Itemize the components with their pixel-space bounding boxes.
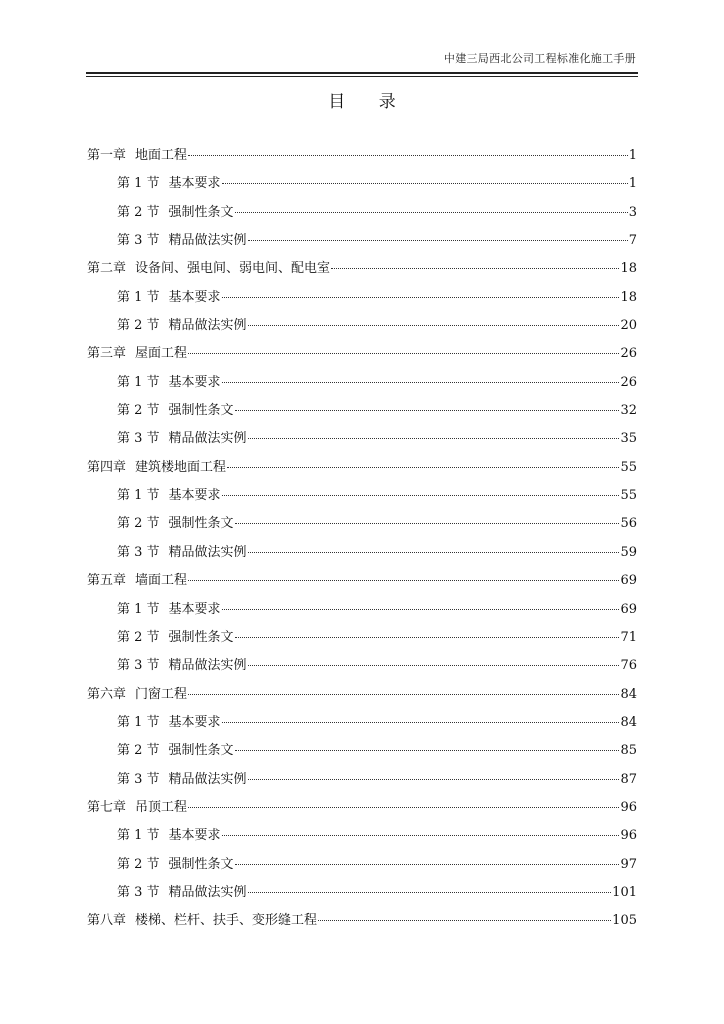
toc-page-number: 59 [620,544,637,560]
toc-entry-number: 第一章 [87,148,127,163]
toc-page-number: 7 [628,233,637,249]
toc-section-entry[interactable] [87,201,637,229]
toc-page-number: 101 [612,884,637,900]
toc-page-number: 18 [620,289,637,305]
toc-entry-label [87,144,187,163]
toc-entry-title: 基本要求 [168,714,221,730]
toc-dot-leader [248,779,620,780]
toc-page-number: 85 [620,743,637,759]
toc-entry-label [117,201,234,220]
toc-entry-number: 第 2 节 [117,743,160,759]
toc-entry-number: 第 3 节 [117,658,160,674]
running-title: 中建三局西北公司工程标准化施工手册 [443,52,636,65]
toc-section-entry[interactable] [87,824,637,852]
toc-section-entry[interactable] [87,626,637,654]
toc-page-number: 69 [620,601,637,617]
toc-dot-leader [248,240,628,241]
toc-dot-leader [222,382,620,383]
toc-entry-number: 第七章 [87,799,127,815]
toc-entry-label [87,456,226,475]
header-rule-thick [86,72,638,74]
toc-dot-leader [227,467,619,468]
toc-page-number: 71 [620,629,637,645]
toc-entry-number: 第 1 节 [117,714,160,730]
toc-dot-leader [188,155,628,156]
toc-entry-title: 精品做法实例 [168,544,247,560]
toc-section-entry[interactable] [87,768,637,796]
toc-chapter-entry[interactable] [87,257,637,285]
toc-entry-label [117,399,234,418]
toc-entry-number: 第 1 节 [117,488,160,504]
toc-chapter-entry[interactable] [87,342,637,370]
toc-page-number: 1 [628,148,637,163]
toc-dot-leader [235,212,628,213]
toc-dot-leader [188,694,619,695]
toc-section-entry[interactable] [87,229,637,257]
toc-section-entry[interactable] [87,172,637,200]
toc-entry-number: 第 2 节 [117,204,160,220]
toc-entry-label [117,853,234,872]
toc-entry-title: 楼梯、栏杆、扶手、变形缝工程 [135,913,318,929]
toc-entry-number: 第 3 节 [117,771,160,787]
toc-dot-leader [188,580,619,581]
toc-dot-leader [248,552,620,553]
toc-entry-title: 强制性条文 [168,629,234,645]
toc-entry-number: 第 1 节 [117,176,160,192]
toc-entry-title: 精品做法实例 [168,771,247,787]
toc-entry-title: 基本要求 [168,289,221,305]
toc-entry-number: 第八章 [87,913,127,929]
toc-entry-label [117,541,247,560]
toc-entry-number: 第 3 节 [117,544,160,560]
toc-entry-label [87,796,187,815]
toc-page-number: 55 [620,488,637,504]
toc-section-entry[interactable] [87,512,637,540]
toc-entry-label [117,286,221,305]
toc-chapter-entry[interactable] [87,569,637,597]
toc-entry-title: 强制性条文 [168,743,234,759]
toc-section-entry[interactable] [87,286,637,314]
toc-entry-number: 第 2 节 [117,516,160,532]
toc-section-entry[interactable] [87,711,637,739]
toc-entry-number: 第 3 节 [117,884,160,900]
toc-dot-leader [248,438,620,439]
toc-dot-leader [222,495,620,496]
toc-page-number: 55 [620,459,637,475]
toc-dot-leader [222,722,620,723]
toc-chapter-entry[interactable] [87,456,637,484]
toc-section-entry[interactable] [87,881,637,909]
toc-entry-title: 精品做法实例 [168,318,247,334]
toc-page-number: 69 [620,573,637,589]
toc-section-entry[interactable] [87,654,637,682]
toc-entry-title: 墙面工程 [135,573,188,589]
toc-entry-title: 建筑楼地面工程 [135,459,227,475]
toc-entry-title: 精品做法实例 [168,658,247,674]
toc-dot-leader [248,665,620,666]
toc-page-number: 3 [628,204,637,220]
toc-section-entry[interactable] [87,314,637,342]
toc-entry-label [117,172,221,191]
toc-entry-number: 第六章 [87,686,127,702]
toc-entry-title: 基本要求 [168,601,221,617]
toc-page-number: 96 [620,828,637,844]
toc-entry-number: 第 1 节 [117,289,160,305]
toc-page-number: 1 [628,176,637,192]
toc-entry-label [117,371,221,390]
toc-section-entry[interactable] [87,739,637,767]
toc-entry-label [117,881,247,900]
toc-page-number: 20 [620,318,637,334]
toc-entry-title: 地面工程 [135,148,188,163]
toc-entry-title: 强制性条文 [168,516,234,532]
toc-entry-label [117,484,221,503]
toc-entry-label [117,824,221,843]
toc-chapter-entry[interactable] [87,796,637,824]
toc-dot-leader [235,523,620,524]
toc-entry-title: 强制性条文 [168,856,234,872]
toc-entry-title: 吊顶工程 [135,799,188,815]
toc-page-number: 84 [620,686,637,702]
table-of-contents [87,144,637,938]
toc-chapter-entry[interactable] [87,144,637,172]
toc-dot-leader [235,864,620,865]
toc-entry-label [87,342,187,361]
toc-entry-title: 精品做法实例 [168,884,247,900]
toc-dot-leader [222,183,628,184]
toc-dot-leader [318,920,611,921]
toc-page-number: 35 [620,431,637,447]
toc-dot-leader [222,609,620,610]
toc-page-number: 84 [620,714,637,730]
toc-entry-title: 强制性条文 [168,204,234,220]
toc-entry-title: 强制性条文 [168,403,234,419]
toc-entry-title: 精品做法实例 [168,233,247,249]
toc-entry-number: 第五章 [87,573,127,589]
toc-entry-label [87,683,187,702]
toc-entry-number: 第 2 节 [117,856,160,872]
toc-dot-leader [222,297,620,298]
toc-dot-leader [188,353,619,354]
toc-entry-title: 基本要求 [168,828,221,844]
toc-section-entry[interactable] [87,427,637,455]
toc-entry-title: 门窗工程 [135,686,188,702]
toc-dot-leader [331,268,619,269]
toc-chapter-entry[interactable] [87,909,637,937]
toc-entry-number: 第 1 节 [117,374,160,390]
toc-entry-label [117,512,234,531]
toc-entry-title: 屋面工程 [135,346,188,362]
toc-entry-label [117,654,247,673]
toc-entry-title: 设备间、强电间、弱电间、配电室 [135,261,331,277]
header-rule-thin [86,76,638,77]
toc-page-number: 76 [620,658,637,674]
toc-entry-label [117,598,221,617]
toc-entry-number: 第 3 节 [117,431,160,447]
toc-dot-leader [235,637,620,638]
toc-chapter-entry[interactable] [87,683,637,711]
toc-entry-number: 第四章 [87,459,127,475]
toc-page-number: 56 [620,516,637,532]
toc-section-entry[interactable] [87,399,637,427]
toc-entry-label [117,768,247,787]
toc-title: 目 录 [328,92,410,112]
toc-entry-number: 第 2 节 [117,629,160,645]
toc-page-number: 96 [620,799,637,815]
toc-entry-label [87,257,330,276]
toc-entry-number: 第 1 节 [117,828,160,844]
toc-section-entry[interactable] [87,598,637,626]
toc-entry-label [117,427,247,446]
toc-page-number: 26 [620,374,637,390]
toc-entry-number: 第二章 [87,261,127,277]
toc-dot-leader [222,835,620,836]
toc-entry-label [117,711,221,730]
toc-entry-label [117,626,234,645]
toc-entry-label [117,314,247,333]
toc-page-number: 105 [612,913,637,929]
toc-entry-title: 基本要求 [168,374,221,390]
toc-section-entry[interactable] [87,484,637,512]
toc-page-number: 87 [620,771,637,787]
toc-section-entry[interactable] [87,541,637,569]
toc-section-entry[interactable] [87,371,637,399]
toc-dot-leader [188,807,619,808]
toc-section-entry[interactable] [87,853,637,881]
toc-entry-number: 第 2 节 [117,403,160,419]
toc-entry-title: 精品做法实例 [168,431,247,447]
toc-entry-number: 第 2 节 [117,318,160,334]
toc-entry-number: 第 1 节 [117,601,160,617]
toc-page-number: 18 [620,261,637,277]
toc-entry-title: 基本要求 [168,488,221,504]
toc-dot-leader [248,325,620,326]
toc-page-number: 97 [620,856,637,872]
toc-dot-leader [248,892,612,893]
toc-dot-leader [235,750,620,751]
toc-entry-title: 基本要求 [168,176,221,192]
toc-entry-label [117,229,247,248]
toc-entry-label [87,909,317,928]
toc-dot-leader [235,410,620,411]
toc-page-number: 32 [620,403,637,419]
toc-entry-label [87,569,187,588]
toc-page-number: 26 [620,346,637,362]
toc-entry-number: 第 3 节 [117,233,160,249]
toc-entry-label [117,739,234,758]
toc-entry-number: 第三章 [87,346,127,362]
